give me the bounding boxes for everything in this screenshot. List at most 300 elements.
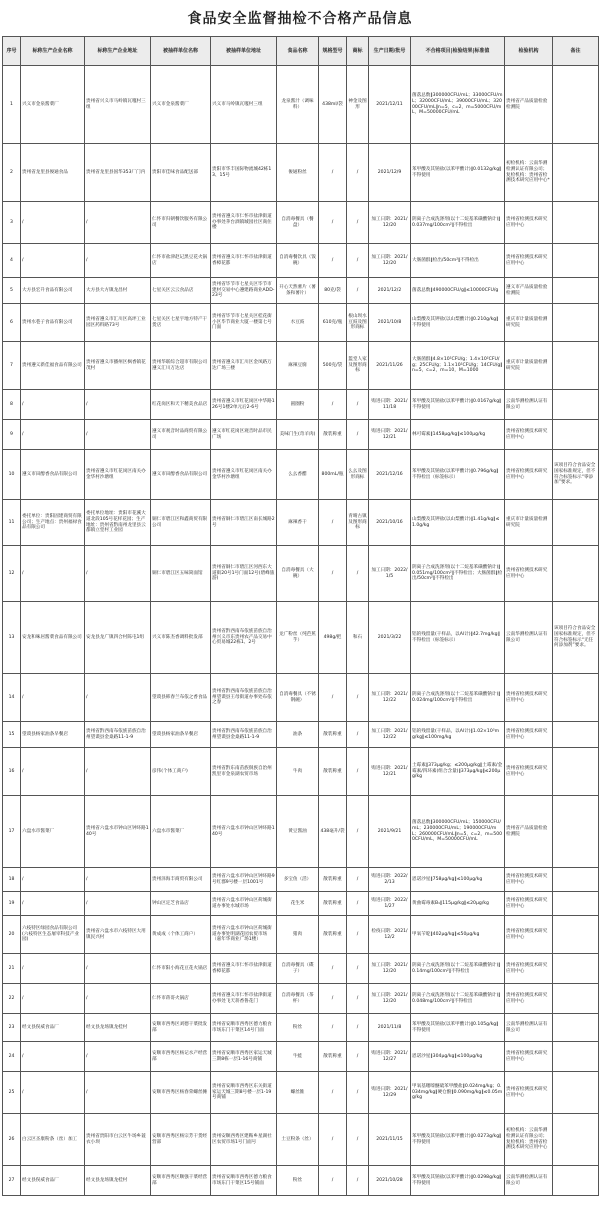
cell-sampled-unit: 红花岗区和天下精美食品店 [151, 390, 211, 420]
cell-food-name: 自消毒餐具（碟子） [277, 954, 319, 984]
col-header-sampled-unit: 被抽样单位名称 [151, 37, 211, 66]
cell-remark [553, 868, 599, 892]
cell-index: 22 [3, 984, 21, 1014]
table-row [3, 304, 599, 342]
col-header-spec: 规格型号 [319, 37, 347, 66]
cell-sampled-unit: 望谟县韩春兰布依之香食品 [151, 674, 211, 722]
cell-food-name: 牛蛙 [277, 1042, 319, 1072]
cell-sampled-unit: 铜仁市碧江区五味简面馆 [151, 546, 211, 602]
cell-spec: / [319, 390, 347, 420]
table-row [3, 144, 599, 202]
cell-remark [553, 1072, 599, 1114]
cell-index: 13 [3, 602, 21, 674]
cell-failed-item: 土霉素‖373μg/kg；≤200μg/kg‖土霉素/金霉素/四环素(组合含量)‖373μg/kg‖≤200μg/kg [411, 748, 505, 796]
cell-index: 25 [3, 1072, 21, 1114]
cell-brand: / [347, 420, 369, 450]
cell-failed-item: 铝的残留量(干样品，以Al计)‖42.7mg/kg‖不得检出（标签标示） [411, 602, 505, 674]
cell-sampled-address: 贵州省毕节市七星关区毕节市建材交易中心遵建路商业ADD-23号 [211, 278, 277, 304]
cell-date-batch: 2021/11/26 [369, 342, 411, 390]
cell-brand: / [347, 144, 369, 202]
cell-failed-item: 阴离子合成洗涤剂(以十二烷基苯磺酸钠计)‖0.037mg/100cm²‖不得检出 [411, 202, 505, 244]
table-row [3, 602, 599, 674]
cell-remark [553, 420, 599, 450]
cell-failed-item: 阴离子合成洗涤剂(以十二烷基苯磺酸钠计)‖0.024mg/100cm²‖不得检出 [411, 674, 505, 722]
cell-failed-item: 苯甲酸及其钠盐(以苯甲酸计)‖0.796g/kg‖不得检出（标签标示） [411, 450, 505, 500]
cell-brand: / [347, 984, 369, 1014]
cell-index: 9 [3, 420, 21, 450]
cell-spec: / [319, 202, 347, 244]
cell-manufacturer-address: / [85, 748, 151, 796]
cell-food-name: 猪肉 [277, 916, 319, 954]
cell-manufacturer-address: 委托单位地址：贵阳市花溪大道北段105号花样花园；生产地址：贵州省黔南州龙里县云都镇立堂村工业园 [85, 500, 151, 546]
cell-remark [553, 1166, 599, 1196]
cell-failed-item: 苯甲酸及其钠盐(以苯甲酸计)‖0.0167g/kg‖不得使用 [411, 390, 505, 420]
cell-spec: 散装称重 [319, 748, 347, 796]
cell-failed-item: 菌落总数‖490000CFU/g‖≤10000CFU/g [411, 278, 505, 304]
col-header-brand: 商标 [347, 37, 369, 66]
table-row [3, 390, 599, 420]
cell-date-batch: 2021/11/8 [369, 1014, 411, 1042]
cell-sampled-unit: 安顺市西秀区刘德干菜批发部 [151, 1014, 211, 1042]
cell-manufacturer: 望谟县杨家油条早餐店 [21, 722, 85, 748]
cell-failed-item: 恩诺沙星‖304μg/kg‖≤100μg/kg [411, 1042, 505, 1072]
cell-index: 15 [3, 722, 21, 748]
table-row [3, 722, 599, 748]
cell-food-name: 俊通粉丝 [277, 144, 319, 202]
cell-lab: 遵义市产品质量检验检测院 [505, 278, 553, 304]
cell-date-batch: 检疫日期：2021/12/2 [369, 916, 411, 954]
cell-brand: / [347, 1114, 369, 1166]
cell-failed-item: 苯甲酸及其钠盐(以苯甲酸计)‖0.0273g/kg‖不得使用 [411, 1114, 505, 1166]
table-row [3, 342, 599, 390]
cell-food-name: 自消毒餐具（大碗） [277, 546, 319, 602]
cell-food-name: 自消毒餐具（餐盘） [277, 202, 319, 244]
cell-failed-item: 甲氧基噻嗪醚硫苯甲酸盐‖0.024mg/kg；0.034mg/kg‖硬仓酚‖0.090mg/kg‖≤0.05mg/kg [411, 1072, 505, 1114]
cell-manufacturer: / [21, 868, 85, 892]
cell-failed-item: 阴离子合成洗涤剂(以十二烷基苯磺酸钠计)‖0.14mg/100cm²‖不得检出 [411, 954, 505, 984]
cell-brand: 和石 [347, 602, 369, 674]
cell-spec: / [319, 1114, 347, 1166]
cell-remark [553, 244, 599, 278]
cell-sampled-address: 贵州省遵义市仁怀市盐津街道办事处茅台酒镇城园社区商住楼 [211, 202, 277, 244]
cell-failed-item: 林可霉素‖1458μg/kg‖≤100μg/kg [411, 420, 505, 450]
cell-date-batch: 2021/3/22 [369, 602, 411, 674]
cell-brand: / [347, 202, 369, 244]
cell-sampled-address: 贵州省六盘水市钟山区荷城街道办事处水城市场 [211, 892, 277, 916]
cell-date-batch: 购进日期：2022/2/13 [369, 868, 411, 892]
cell-date-batch: 加工日期：2021/12/20 [369, 984, 411, 1014]
cell-food-name: 龙泉酱汁（调味料） [277, 66, 319, 144]
cell-lab: 贵州省检测技术研究应用中心 [505, 984, 553, 1014]
cell-food-name: 多宝鱼（活） [277, 868, 319, 892]
cell-food-name: 粉丝 [277, 1014, 319, 1042]
cell-manufacturer-address: 经文县龙场镇龙桂村 [85, 1014, 151, 1042]
cell-spec: 散装称重 [319, 868, 347, 892]
cell-remark: 该项目符合食品安全国家标准规定，但不符合标签标示“无任何添加剂”要求。 [553, 602, 599, 674]
cell-sampled-unit: 六盘水市酱菜厂 [151, 796, 211, 868]
table-row [3, 450, 599, 500]
cell-remark [553, 1114, 599, 1166]
col-header-index: 序号 [3, 37, 21, 66]
cell-brand: / [347, 278, 369, 304]
cell-brand: / [347, 868, 369, 892]
cell-remark [553, 66, 599, 144]
cell-index: 14 [3, 674, 21, 722]
cell-index: 6 [3, 304, 21, 342]
cell-remark [553, 202, 599, 244]
cell-food-name: 土豆粉条（丝） [277, 1114, 319, 1166]
cell-brand: / [347, 1072, 369, 1114]
cell-date-batch: 加工日期：2021/12/20 [369, 202, 411, 244]
cell-remark [553, 500, 599, 546]
cell-sampled-unit: 望谟县杨家油条早餐店 [151, 722, 211, 748]
cell-lab: 贵州省检测技术研究应用中心 [505, 868, 553, 892]
cell-food-name: 自消毒餐具（茶杯） [277, 984, 319, 1014]
cell-manufacturer-address: 贵州省六盘水市六枝特区大用镇民兴村 [85, 916, 151, 954]
cell-lab: 贵州省产品质量检验检测院 [505, 66, 553, 144]
cell-sampled-address: 贵州省六盘水市钟山区钟环路9号红郡9号楼一层1001号 [211, 868, 277, 892]
cell-sampled-unit: 贵州华联综合超市有限公司遵义汇川万达店 [151, 342, 211, 390]
cell-sampled-address: 贵州省安顺市西秀区德力粮食市场东门干菜区15号铺面 [211, 1166, 277, 1196]
cell-brand: 青晴古镇及图形商标 [347, 500, 369, 546]
cell-sampled-unit: 兴义市金泉酱菜厂 [151, 66, 211, 144]
cell-manufacturer: 经文县俣威食品厂 [21, 1014, 85, 1042]
cell-manufacturer-address: / [85, 202, 151, 244]
cell-date-batch: 2021/10/16 [369, 500, 411, 546]
cell-manufacturer-address: 贵州省六盘水市钟山区钟环路140号 [85, 796, 151, 868]
cell-sampled-unit: 仁怀市盐津赵记黑豆花火锅店 [151, 244, 211, 278]
cell-spec: 498g/把 [319, 602, 347, 674]
table-row [3, 1042, 599, 1072]
cell-brand: / [347, 546, 369, 602]
table-row [3, 1014, 599, 1042]
cell-date-batch: 2021/12/16 [369, 450, 411, 500]
cell-manufacturer-address: / [85, 1072, 151, 1114]
cell-food-name: 圆圈粉 [277, 390, 319, 420]
col-header-manufacturer-address: 标称生产企业地址 [85, 37, 151, 66]
cell-date-batch: 2021/12/9 [369, 144, 411, 202]
cell-remark [553, 1014, 599, 1042]
cell-date-batch: 加工日期：2021/12/20 [369, 954, 411, 984]
cell-remark [553, 1042, 599, 1072]
col-header-lab: 检验机构 [505, 37, 553, 66]
cell-lab: 贵州省检测技术研究应用中心 [505, 420, 553, 450]
cell-sampled-address: 贵州省黔西南布依族苗族自治州望谟县王母街道办事处布依之春 [211, 674, 277, 722]
cell-sampled-unit: 仁怀市阳小海花豆花火锅店 [151, 954, 211, 984]
cell-date-batch: 2021/12/2 [369, 278, 411, 304]
cell-food-name: 花生米 [277, 892, 319, 916]
cell-sampled-address: 贵州省安顺市西秀区德力粮食市场东门干菜区14号门面 [211, 1014, 277, 1042]
cell-manufacturer: / [21, 202, 85, 244]
cell-sampled-address: 遵义市红花岗区观音时品市民广场 [211, 420, 277, 450]
cell-spec: 散装称重 [319, 722, 347, 748]
cell-lab: 贵州省检测技术研究应用中心 [505, 674, 553, 722]
cell-index: 3 [3, 202, 21, 244]
cell-manufacturer: 兴义市金泉酱菜厂 [21, 66, 85, 144]
cell-lab: 贵州省检测技术研究应用中心 [505, 546, 553, 602]
cell-food-name: 水豆豉 [277, 304, 319, 342]
cell-sampled-address: 兴义市马岭镇瓦嘎村三组 [211, 66, 277, 144]
cell-spec: / [319, 954, 347, 984]
cell-remark [553, 916, 599, 954]
cell-spec: 438毫升/袋 [319, 796, 347, 868]
cell-sampled-unit: 安顺市西秀区杨宗芳干货经营部 [151, 1114, 211, 1166]
table-row [3, 500, 599, 546]
cell-lab: 重庆市计量质量检测研究院 [505, 304, 553, 342]
cell-sampled-unit: 钟山区定芝食品店 [151, 892, 211, 916]
cell-date-batch: 加工日期：2021/12/22 [369, 674, 411, 722]
cell-brand: / [347, 1042, 369, 1072]
cell-manufacturer-address: 贵州省贵阳市白云区牛场乡蓑衣小坝 [85, 1114, 151, 1166]
cell-manufacturer: 贵州省龙里县俊通食品 [21, 144, 85, 202]
cell-manufacturer-address: 贵州省遵义市汇川区高坪工业园区药料路73号 [85, 304, 151, 342]
page-title: 食品安全监督抽检不合格产品信息 [187, 11, 413, 27]
cell-manufacturer-address: / [85, 674, 151, 722]
col-header-date-batch: 生产日期/批号 [369, 37, 411, 66]
cell-food-name: 龙广粉丝（纯芭蕉芋） [277, 602, 319, 674]
cell-remark [553, 796, 599, 868]
cell-failed-item: 苯甲酸及其钠盐(以苯甲酸计)‖0.0132g/kg‖不得使用 [411, 144, 505, 202]
cell-brand: / [347, 916, 369, 954]
cell-lab: 云南华测检测认证有限公司 [505, 1014, 553, 1042]
cell-sampled-address: 贵州省六盘水市钟山区钟环路140号 [211, 796, 277, 868]
cell-failed-item: 山梨酸及其钾盐(以山梨酸计)‖1.41g/kg‖≤1.0g/kg [411, 500, 505, 546]
cell-lab: 贵州省检测技术研究应用中心 [505, 1042, 553, 1072]
cell-manufacturer: / [21, 748, 85, 796]
cell-spec: 500克/袋 [319, 342, 347, 390]
cell-manufacturer-address: 贵州省黔西南布依族苗族自治州望谟县金桑路11-1-9 [85, 722, 151, 748]
cell-date-batch: 加工日期：2021/12/22 [369, 722, 411, 748]
cell-index: 12 [3, 546, 21, 602]
cell-sampled-unit: 黄成成（个体工商户） [151, 916, 211, 954]
cell-spec: / [319, 1166, 347, 1196]
cell-index: 1 [3, 66, 21, 144]
cell-manufacturer: / [21, 954, 85, 984]
cell-failed-item: 阴离子合成洗涤剂(以十二烷基苯磺酸钠计)‖0.051mg/100cm²‖不得检出；大肠菌群‖检出/50cm²‖不得检出 [411, 546, 505, 602]
cell-index: 23 [3, 1014, 21, 1042]
cell-sampled-unit: 七星关区云云食品店 [151, 278, 211, 304]
table-header-row [3, 37, 599, 66]
cell-lab: 贵州省检测技术研究应用中心 [505, 202, 553, 244]
cell-sampled-unit: 铜仁市碧江区和鑫商贸有限公司 [151, 500, 211, 546]
cell-index: 16 [3, 748, 21, 796]
cell-brand: / [347, 748, 369, 796]
cell-manufacturer-address: / [85, 868, 151, 892]
cell-brand: / [347, 892, 369, 916]
cell-sampled-address: 贵阳市华丰国际物流城42栋13、15号 [211, 144, 277, 202]
cell-spec: 散装称重 [319, 420, 347, 450]
cell-spec: / [319, 546, 347, 602]
cell-food-name: 开心天然薯片（薯条和薯片） [277, 278, 319, 304]
table-row [3, 1166, 599, 1196]
cell-manufacturer: / [21, 1072, 85, 1114]
cell-manufacturer: 委托单位：贵阳固建商贸有限公司；生产地点：贵州福禄食品有限公司 [21, 500, 85, 546]
cell-brand: / [347, 390, 369, 420]
cell-failed-item: 铝的残留量(干样品，以Al计)‖1.02×10³mg/kg‖≤100mg/kg [411, 722, 505, 748]
cell-manufacturer-address: / [85, 244, 151, 278]
cell-sampled-address: 贵州省黔西南布依族苗族自治州望谟县金桑路11-1-9 [211, 722, 277, 748]
cell-manufacturer-address: 贵州省龙里县国华353厂门内 [85, 144, 151, 202]
cell-lab: 贵州省检测技术研究应用中心 [505, 748, 553, 796]
cell-food-name: 麻辣香干 [277, 500, 319, 546]
cell-manufacturer: 六枝特区绿园食品有限公司(六枝特区生态屠宰科技产业园) [21, 916, 85, 954]
cell-index: 11 [3, 500, 21, 546]
cell-date-batch: 2021/12/11 [369, 66, 411, 144]
cell-lab: 贵州省检测技术研究应用中心 [505, 244, 553, 278]
cell-manufacturer: / [21, 892, 85, 916]
cell-sampled-address: 贵州安顺西秀区建鞍乡星湖社区农贸市场1号门面号 [211, 1114, 277, 1166]
cell-lab: 云南华测检测认证有限公司 [505, 1166, 553, 1196]
cell-manufacturer-address: 贵州省兴义市马岭镇瓦嘎村三组 [85, 66, 151, 144]
cell-brand: 么幺及图形商标 [347, 450, 369, 500]
table-row [3, 278, 599, 304]
cell-date-batch: 购进日期：2022/1/27 [369, 892, 411, 916]
cell-sampled-address: 贵州省黔西南布依族苗族自治州兴义市东贵州农产品交易中心贸易城22栋1、2号 [211, 602, 277, 674]
cell-spec: 800mL/瓶 [319, 450, 347, 500]
cell-index: 5 [3, 278, 21, 304]
cell-sampled-unit: 贵州泽海丰商贸有限公司 [151, 868, 211, 892]
cell-sampled-address: 贵州省铜仁市碧江区南长城路2号 [211, 500, 277, 546]
cell-manufacturer-address: 安龙县龙广镇四合村陈屯1组 [85, 602, 151, 674]
cell-date-batch: 加工日期：2021/12/20 [369, 244, 411, 278]
cell-brand: 神金及图形 [347, 66, 369, 144]
cell-food-name: 螺丝锥 [277, 1072, 319, 1114]
cell-date-batch: 加工日期：2022/1/5 [369, 546, 411, 602]
col-header-food-name: 食品名称 [277, 37, 319, 66]
table-row [3, 546, 599, 602]
table-row [3, 1114, 599, 1166]
cell-spec: / [319, 1072, 347, 1114]
cell-sampled-unit: 安顺市西秀区杨春荣螺丝摊 [151, 1072, 211, 1114]
cell-sampled-address: 贵州省遵义市红花岗区中华路126号1楼2单元后2-6号 [211, 390, 277, 420]
cell-spec: / [319, 144, 347, 202]
cell-brand: / [347, 1166, 369, 1196]
cell-food-name: 油条 [277, 722, 319, 748]
cell-sampled-address: 贵州省黔东南苗族侗族自治州凯里市金泉湖农贸市场 [211, 748, 277, 796]
cell-lab: 初检机构：云南华测检测认证有限公司；复检机构：贵州省检测技术研究应用中心* [505, 144, 553, 202]
cell-failed-item: 菌落总数‖300000CFU/mL；33000CFU/mL；32000CFU/mL；39000CFU/mL；32000CFU/mL‖n=5，c=2，m=5000CFU/mL，M=50000CFU/mL [411, 66, 505, 144]
cell-manufacturer-address: 经文县龙场镇龙桂村 [85, 1166, 151, 1196]
cell-brand: / [347, 722, 369, 748]
cell-failed-item: 恩诺沙星‖758μg/kg‖≤100μg/kg [411, 868, 505, 892]
table-row [3, 202, 599, 244]
cell-remark [553, 674, 599, 722]
cell-brand: 篮堂人家及图形商标 [347, 342, 369, 390]
table-row [3, 1072, 599, 1114]
cell-brand: / [347, 244, 369, 278]
cell-sampled-unit: 仁怀市归朝餐饮服务有限公司 [151, 202, 211, 244]
cell-lab: 云南华测检测认证有限公司 [505, 602, 553, 674]
cell-failed-item: 阴离子合成洗涤剂(以十二烷基苯磺酸钠计)‖0.048mg/100cm²‖不得检出 [411, 984, 505, 1014]
cell-manufacturer-address: 贵州省遵义市红花岗区南关办金华村沙塘组 [85, 450, 151, 500]
cell-failed-item: 甲氧苄啶‖402μg/kg‖≤50μg/kg [411, 916, 505, 954]
cell-sampled-unit: 遵义市田醇香食品有限公司 [151, 450, 211, 500]
cell-remark [553, 304, 599, 342]
cell-index: 17 [3, 796, 21, 868]
cell-index: 20 [3, 916, 21, 954]
cell-brand: 根山坝水豆豉及图形商标 [347, 304, 369, 342]
cell-sampled-unit: 安顺市西秀区顺强干菜经营部 [151, 1166, 211, 1196]
cell-index: 27 [3, 1166, 21, 1196]
cell-spec: 散装称重 [319, 892, 347, 916]
cell-sampled-address: 贵州省毕节市七星关区桂花街小区毕节商业大厦一楼第七号门面 [211, 304, 277, 342]
cell-sampled-unit: 七星关区七星宇地方特产干货店 [151, 304, 211, 342]
cell-index: 10 [3, 450, 21, 500]
cell-manufacturer: 经文县俣威食品厂 [21, 1166, 85, 1196]
cell-manufacturer: 白云区圣康粉条（丝）加工 [21, 1114, 85, 1166]
cell-manufacturer: 六盘水市酱菜厂 [21, 796, 85, 868]
cell-spec: / [319, 984, 347, 1014]
cell-remark [553, 748, 599, 796]
cell-manufacturer: / [21, 390, 85, 420]
cell-manufacturer: 大方县宏升食品有限公司 [21, 278, 85, 304]
cell-sampled-address: 贵州省遵义市汇川区金凤路万达广场三楼 [211, 342, 277, 390]
cell-food-name: 自消毒餐饮具（饭碗） [277, 244, 319, 278]
cell-failed-item: 苯甲酸及其钠盐(以苯甲酸计)‖0.0298g/kg‖不得使用 [411, 1166, 505, 1196]
cell-spec: / [319, 674, 347, 722]
cell-food-name: 自消毒餐具（不锈钢碗） [277, 674, 319, 722]
cell-remark [553, 278, 599, 304]
cell-sampled-unit: 彦伟(个体工商户) [151, 748, 211, 796]
cell-spec: 80克/袋 [319, 278, 347, 304]
cell-sampled-address: 贵州省安顺市西秀区东关街道家运天城三期8号楼一层1-19号商铺 [211, 1072, 277, 1114]
cell-lab: 贵州省检测技术研究应用中心 [505, 722, 553, 748]
cell-spec: / [319, 244, 347, 278]
cell-brand: / [347, 954, 369, 984]
cell-food-name: 麻辣豆腐 [277, 342, 319, 390]
cell-remark [553, 954, 599, 984]
table-row [3, 892, 599, 916]
cell-spec: 610克/瓶 [319, 304, 347, 342]
cell-failed-item: 山梨酸及其钾盐(以山梨酸计)‖0.210g/kg‖不得使用 [411, 304, 505, 342]
cell-lab: 初检机构：云南华测检测认证有限公司；复检机构：贵州省检测技术研究应用中心 [505, 1114, 553, 1166]
cell-sampled-address: 贵州省安顺市西秀区家运天城三期8栋一层1-16号商铺 [211, 1042, 277, 1072]
cell-sampled-address: 贵州省遵义市仁怀市盐津街道香樟花都 [211, 244, 277, 278]
cell-remark [553, 546, 599, 602]
cell-index: 19 [3, 892, 21, 916]
col-header-manufacturer: 标称生产企业名称 [21, 37, 85, 66]
cell-sampled-address: 贵州省遵义市仁怀市盐津街道办事处飞天蒋香鲁花门 [211, 984, 277, 1014]
cell-lab: 贵州省检测技术研究应用中心 [505, 954, 553, 984]
cell-date-batch: 购进日期：2021/12/29 [369, 1072, 411, 1114]
cell-manufacturer-address: / [85, 546, 151, 602]
table-row [3, 674, 599, 722]
cell-lab: 贵州省检测技术研究应用中心 [505, 450, 553, 500]
table-row [3, 748, 599, 796]
cell-remark [553, 390, 599, 420]
cell-failed-item: 大肠菌群‖检出/50cm²‖不得检出 [411, 244, 505, 278]
results-table [2, 36, 599, 1196]
cell-index: 8 [3, 390, 21, 420]
cell-remark: 该项目符合食品安全国家标准规定，但不符合标签标示“零添加”要求。 [553, 450, 599, 500]
cell-spec: 散装称重 [319, 1042, 347, 1072]
cell-index: 7 [3, 342, 21, 390]
cell-manufacturer-address: / [85, 1042, 151, 1072]
cell-manufacturer-address: 贵州省遵义市播州区枫香镇花茂村 [85, 342, 151, 390]
cell-manufacturer: 安龙和味居酱菜食品有限公司 [21, 602, 85, 674]
cell-sampled-unit: 兴义市陈杰香调料批发部 [151, 602, 211, 674]
cell-sampled-address: 贵州省六盘水市钟山区荷城街道办事处明湖花园农贸市场（嘉年华商业广场1楼） [211, 916, 277, 954]
cell-brand: / [347, 674, 369, 722]
cell-food-name: 么幺香醋 [277, 450, 319, 500]
cell-spec: 438ml/袋 [319, 66, 347, 144]
cell-manufacturer: / [21, 244, 85, 278]
cell-manufacturer: / [21, 984, 85, 1014]
cell-date-batch: 2021/10/28 [369, 1166, 411, 1196]
cell-date-batch: 2021/10/8 [369, 304, 411, 342]
cell-spec: 散装称重 [319, 916, 347, 954]
cell-sampled-address: 贵州省遵义市仁怀市盐津街道香樟花都 [211, 954, 277, 984]
